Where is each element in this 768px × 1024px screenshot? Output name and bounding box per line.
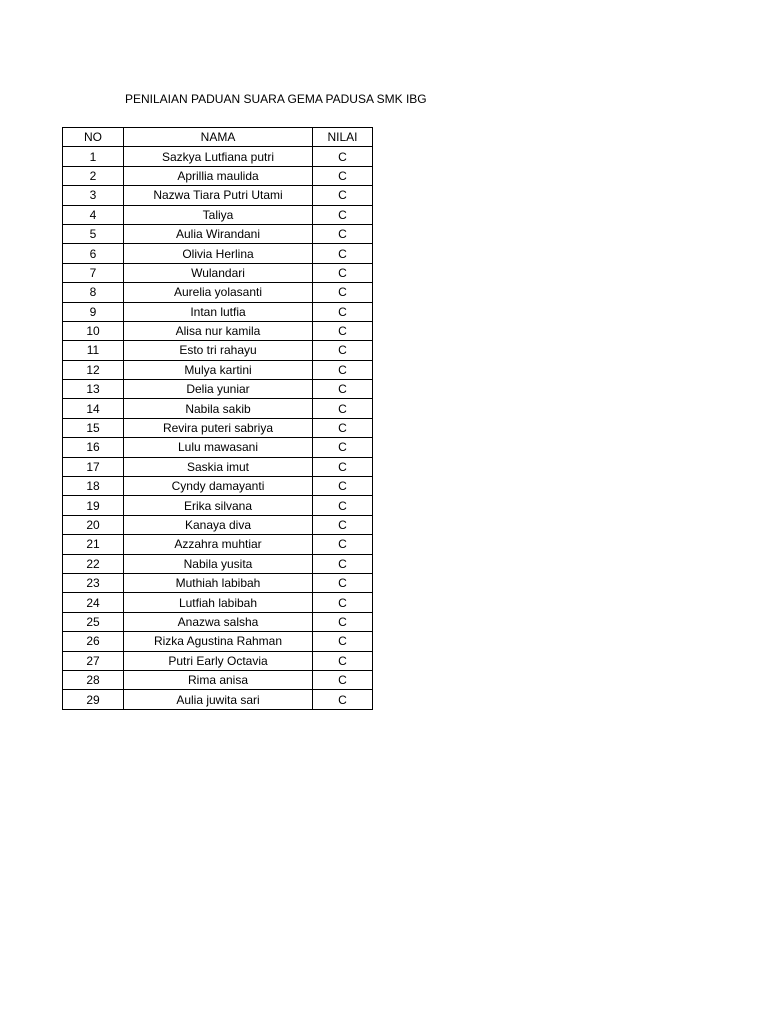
cell-nilai: C: [313, 166, 373, 185]
table-body: [63, 147, 373, 709]
table-row: [63, 186, 373, 205]
table-row: [63, 205, 373, 224]
table-row: [63, 496, 373, 515]
cell-nama: Nabila sakib: [124, 399, 313, 418]
cell-nilai: C: [313, 399, 373, 418]
cell-no: 21: [63, 535, 124, 554]
cell-nilai: C: [313, 535, 373, 554]
cell-no: 15: [63, 418, 124, 437]
table-row: [63, 263, 373, 282]
table-row: [63, 573, 373, 592]
table-row: [63, 438, 373, 457]
cell-no: 6: [63, 244, 124, 263]
table-row: [63, 612, 373, 631]
table-row: [63, 632, 373, 651]
cell-nama: Lutfiah labibah: [124, 593, 313, 612]
cell-nama: Nabila yusita: [124, 554, 313, 573]
cell-no: 7: [63, 263, 124, 282]
cell-nama: Aprillia maulida: [124, 166, 313, 185]
cell-nilai: C: [313, 515, 373, 534]
cell-no: 24: [63, 593, 124, 612]
cell-no: 20: [63, 515, 124, 534]
cell-nilai: C: [313, 418, 373, 437]
cell-nama: Erika silvana: [124, 496, 313, 515]
table-row: [63, 477, 373, 496]
cell-nilai: C: [313, 321, 373, 340]
header-nilai: NILAI: [313, 128, 373, 147]
cell-no: 17: [63, 457, 124, 476]
cell-nilai: C: [313, 341, 373, 360]
cell-nilai: C: [313, 360, 373, 379]
table-row: [63, 418, 373, 437]
cell-nama: Alisa nur kamila: [124, 321, 313, 340]
cell-nama: Delia yuniar: [124, 380, 313, 399]
cell-no: 3: [63, 186, 124, 205]
cell-nama: Kanaya diva: [124, 515, 313, 534]
cell-nilai: C: [313, 496, 373, 515]
cell-no: 1: [63, 147, 124, 166]
header-nama: NAMA: [124, 128, 313, 147]
table-row: [63, 651, 373, 670]
cell-nama: Putri Early Octavia: [124, 651, 313, 670]
cell-no: 4: [63, 205, 124, 224]
table-row: [63, 360, 373, 379]
cell-nilai: C: [313, 612, 373, 631]
table-row: [63, 147, 373, 166]
cell-nilai: C: [313, 593, 373, 612]
cell-no: 12: [63, 360, 124, 379]
header-no: NO: [63, 128, 124, 147]
cell-nilai: C: [313, 263, 373, 282]
cell-nilai: C: [313, 205, 373, 224]
cell-nama: Aulia juwita sari: [124, 690, 313, 709]
cell-nama: Cyndy damayanti: [124, 477, 313, 496]
cell-nilai: C: [313, 670, 373, 689]
cell-nilai: C: [313, 244, 373, 263]
cell-no: 19: [63, 496, 124, 515]
table-row: [63, 593, 373, 612]
cell-nilai: C: [313, 147, 373, 166]
table-row: [63, 690, 373, 709]
table-row: [63, 399, 373, 418]
cell-nilai: C: [313, 477, 373, 496]
cell-nilai: C: [313, 283, 373, 302]
cell-nilai: C: [313, 457, 373, 476]
cell-nama: Saskia imut: [124, 457, 313, 476]
table-row: [63, 380, 373, 399]
table-header-row: [63, 128, 373, 147]
cell-nilai: C: [313, 573, 373, 592]
cell-nilai: C: [313, 651, 373, 670]
table-row: [63, 283, 373, 302]
table-row: [63, 224, 373, 243]
table-row: [63, 341, 373, 360]
cell-nama: Azzahra muhtiar: [124, 535, 313, 554]
cell-nilai: C: [313, 690, 373, 709]
cell-nama: Anazwa salsha: [124, 612, 313, 631]
cell-no: 5: [63, 224, 124, 243]
table-row: [63, 244, 373, 263]
cell-nilai: C: [313, 186, 373, 205]
cell-no: 18: [63, 477, 124, 496]
cell-nama: Aulia Wirandani: [124, 224, 313, 243]
cell-nilai: C: [313, 438, 373, 457]
cell-no: 23: [63, 573, 124, 592]
cell-nama: Mulya kartini: [124, 360, 313, 379]
cell-no: 13: [63, 380, 124, 399]
table-row: [63, 515, 373, 534]
table-row: [63, 670, 373, 689]
cell-nama: Taliya: [124, 205, 313, 224]
cell-nilai: C: [313, 554, 373, 573]
table-row: [63, 166, 373, 185]
cell-no: 10: [63, 321, 124, 340]
table-row: [63, 554, 373, 573]
cell-nama: Intan lutfia: [124, 302, 313, 321]
cell-nilai: C: [313, 224, 373, 243]
cell-nama: Sazkya Lutfiana putri: [124, 147, 313, 166]
cell-no: 8: [63, 283, 124, 302]
cell-nama: Revira puteri sabriya: [124, 418, 313, 437]
cell-nilai: C: [313, 302, 373, 321]
cell-nama: Nazwa Tiara Putri Utami: [124, 186, 313, 205]
cell-nama: Rima anisa: [124, 670, 313, 689]
table-row: [63, 321, 373, 340]
cell-no: 29: [63, 690, 124, 709]
cell-nama: Olivia Herlina: [124, 244, 313, 263]
grade-table: [62, 127, 373, 710]
cell-no: 26: [63, 632, 124, 651]
document-title: PENILAIAN PADUAN SUARA GEMA PADUSA SMK IBG: [125, 92, 427, 106]
cell-nama: Lulu mawasani: [124, 438, 313, 457]
cell-no: 9: [63, 302, 124, 321]
cell-nama: Esto tri rahayu: [124, 341, 313, 360]
cell-nama: Rizka Agustina Rahman: [124, 632, 313, 651]
table-row: [63, 457, 373, 476]
cell-no: 2: [63, 166, 124, 185]
cell-nilai: C: [313, 380, 373, 399]
cell-no: 16: [63, 438, 124, 457]
cell-no: 27: [63, 651, 124, 670]
cell-no: 11: [63, 341, 124, 360]
cell-nilai: C: [313, 632, 373, 651]
cell-nama: Muthiah labibah: [124, 573, 313, 592]
cell-no: 22: [63, 554, 124, 573]
cell-no: 25: [63, 612, 124, 631]
table-row: [63, 302, 373, 321]
cell-no: 14: [63, 399, 124, 418]
cell-nama: Wulandari: [124, 263, 313, 282]
table-row: [63, 535, 373, 554]
cell-nama: Aurelia yolasanti: [124, 283, 313, 302]
cell-no: 28: [63, 670, 124, 689]
